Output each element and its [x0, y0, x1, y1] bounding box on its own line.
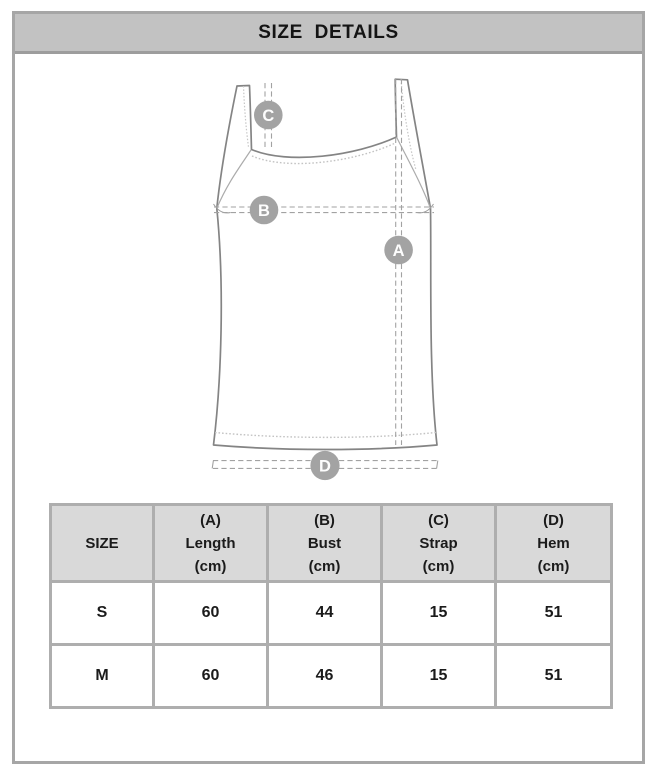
- value-cell: 51: [496, 582, 612, 645]
- header-cell-bust: (B) Bust (cm): [268, 505, 382, 582]
- value-cell: 60: [154, 645, 268, 708]
- header-label: SIZE: [85, 534, 119, 552]
- marker-a-label: A: [392, 241, 405, 260]
- table-row-m: [51, 645, 612, 708]
- title-bar: [15, 14, 642, 54]
- value-cell: 46: [268, 645, 382, 708]
- size-cell: S: [51, 582, 154, 645]
- marker-d-label: D: [319, 457, 331, 476]
- value-cell: 51: [496, 645, 612, 708]
- header-cell-size: [51, 505, 154, 582]
- page-title: SIZE DETAILS: [258, 21, 399, 43]
- header-cell-length: (A) Length (cm): [154, 505, 268, 582]
- value-cell: 15: [382, 582, 496, 645]
- marker-b-label: B: [258, 201, 270, 220]
- header-cell-hem: (D) Hem (cm): [496, 505, 612, 582]
- garment-outline: [214, 79, 438, 449]
- tank-top-diagram: [170, 70, 490, 490]
- size-cell: M: [51, 645, 154, 708]
- marker-c-label: C: [262, 106, 275, 125]
- value-cell: 60: [154, 582, 268, 645]
- value-cell: 15: [382, 645, 496, 708]
- table-row-s: [51, 582, 612, 645]
- value-cell: 44: [268, 582, 382, 645]
- header-cell-strap: (C) Strap (cm): [382, 505, 496, 582]
- table-header-row: [51, 505, 612, 582]
- garment-body: [214, 79, 438, 449]
- size-table: [49, 503, 613, 709]
